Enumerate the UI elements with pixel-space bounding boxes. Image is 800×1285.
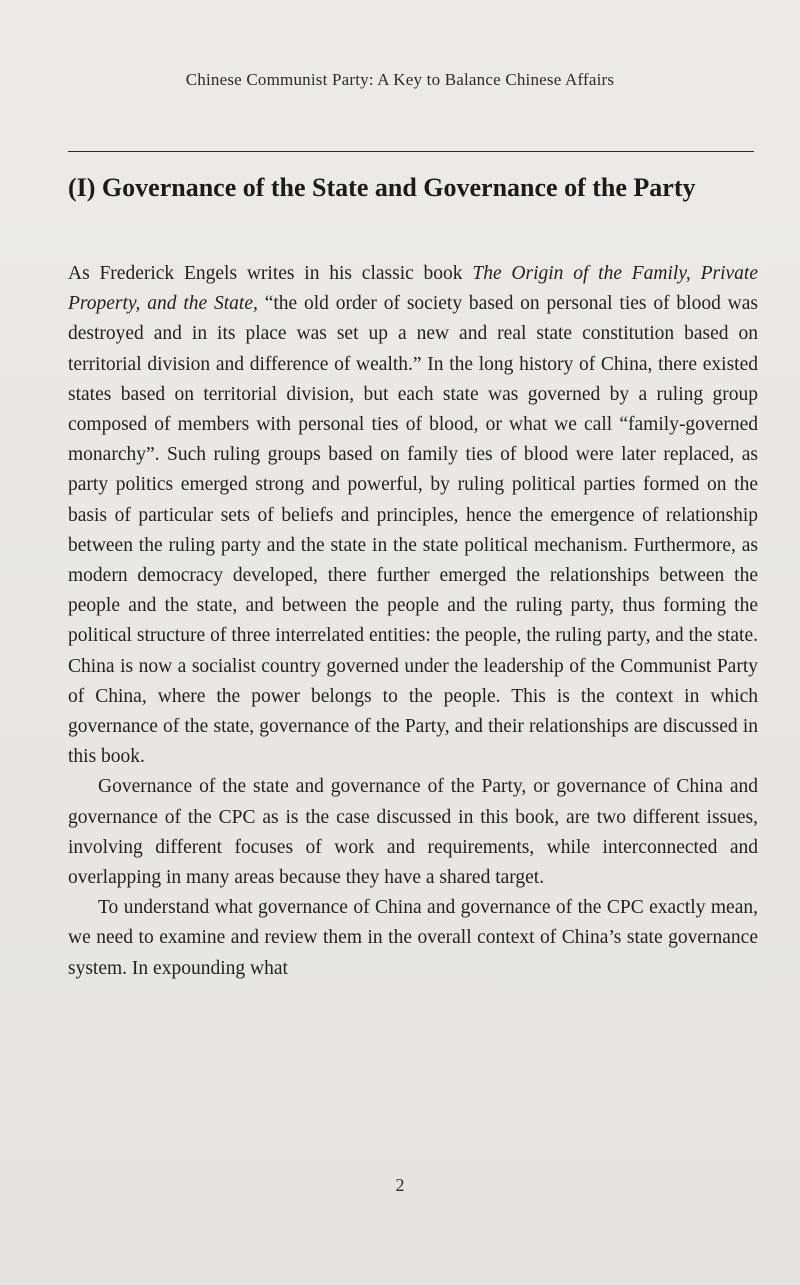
page-number: 2: [395, 1175, 405, 1195]
body-text: [68, 259, 758, 984]
book-title: The Origin of the Family, Private Property, and the State,: [68, 263, 758, 315]
section-heading: (I) Governance of the State and Governance of the Party: [68, 173, 696, 202]
header-rule: [68, 151, 754, 152]
paragraph-2: Governance of the state and governance of the Party, or governance of China and governance of the CPC as is the case discussed in this book, are two different issues, involving different focuses of work and requirements, while interconnected and overlapping in many areas because they have a shared target.: [68, 776, 758, 889]
paragraph-1: [68, 259, 758, 772]
paragraph-3: To understand what governance of China and governance of the CPC exactly mean, we need to examine and review them in the overall context of China’s state governance system. In expounding what: [68, 897, 758, 979]
paragraph-1-intro: As Frederick Engels writes in his classic book: [68, 263, 473, 284]
paragraph-1-rest: “the old order of society based on personal ties of blood was destroyed and in its place was set up a new and real state constitution based on territorial division and difference of wealth.” In the long history of China, there existed states based on territorial division, but each state was governed by a ruling group composed of members with personal ties of blood, or what we call “family-governed monarchy”. Such ruling groups based on family ties of blood were later replaced, as party politics emerged strong and powerful, by ruling political parties formed on the basis of particular sets of beliefs and principles, hence the emergence of relationship between the ruling party and the state in the state political mechanism. Furthermore, as modern democracy developed, there further emerged the relationships between the people and the state, and between the people and the ruling party, thus forming the political structure of three interrelated entities: the people, the ruling party, and the state. China is now a socialist country governed under the leadership of the Communist Party of China, where the power belongs to the people. This is the context in which governance of the state, governance of the Party, and their relationships are discussed in this book.: [68, 293, 758, 768]
running-header: Chinese Communist Party: A Key to Balance Chinese Affairs: [185, 70, 615, 89]
